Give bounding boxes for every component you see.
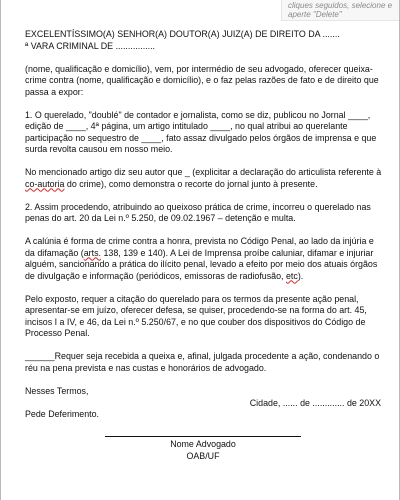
paragraph-request-receipt: ______Requer seja recebida a queixa e, afinal, julgada procedente a ação, condenando o réu na pena prevista e nas custas e honorários de advogado. (25, 351, 380, 373)
signature-oab: OAB/UF (186, 451, 220, 461)
document-body (25, 29, 383, 432)
heading-line-2: ª VARA CRIMINAL DE ................ (25, 40, 156, 51)
paragraph-qualification: (nome, qualificação e domicílio), vem, por intermédio de seu advogado, oferecer queixa-crime contra (nome, qualificação e domicílio), e o faz pelas razões de fato e de direito que passa a expor: (25, 63, 379, 97)
paragraph-calunia-b: 138, 139 e 140). A Lei de Imprensa proíbe caluniar, difamar e injuriar alguém, sancionando a prática do ilícito penal, levado a efeito por meio dos atuais órgãos de divulgação e informação (periódicos, emissoras de radiofusão, (25, 247, 378, 281)
paragraph-calunia-a: A calúnia é forma de crime contra a honra, prevista no Código Penal, ao lado da injúria e da difamação ( (25, 236, 374, 258)
paragraph-article-statement-b: do crime), como demonstra o recorte do jornal junto à presente. (64, 178, 318, 189)
paragraph-facts-1: 1. O querelado, "doublé" de contador e jornalista, como se diz, publicou no Jornal ____, edição de ____, 4ª página, um artigo intitulado ____, no qual atribui ao querelante participação no sequestro de ____, fato assaz divulgado pelos órgãos de imprensa e que surda revolta causou em nosso meio. (25, 109, 377, 154)
signature-name: Nome Advogado (170, 439, 236, 449)
spellcheck-word-co-autoria: co-autoria (25, 178, 65, 189)
signature-line (105, 436, 301, 437)
paragraph-request-citation: Pelo exposto, requer a citação do querelado para os termos da presente ação penal, apresentar-se em juízo, oferecer defesa, se quiser, procedendo-se na forma do art. 45, incisos I a IV, e 46, da Lei n.º 5.250/67, e no que couber dos dispositivos do Código de Processo Penal. (25, 293, 367, 338)
closing-deferment: Pede Deferimento. (25, 408, 99, 419)
date-line: Cidade, ...... de ............. de 20XX (249, 398, 381, 408)
paragraph-article-statement (25, 167, 383, 190)
heading (25, 29, 383, 52)
paragraph-article-statement-a: No mencionado artigo diz seu autor que _ (explicitar a declaração do articulista referente à (25, 167, 382, 177)
paragraph-calunia-c: ). (297, 270, 304, 281)
instruction-hint: cliques seguidos, selecione e aperte "Delete" (281, 0, 399, 21)
paragraph-calunia (25, 236, 383, 282)
heading-line-1: EXCELENTÍSSIMO(A) SENHOR(A) DOUTOR(A) JUIZ(A) DE DIREITO DA ....... (25, 29, 340, 39)
closing-terms: Nesses Termos, (25, 385, 89, 396)
spellcheck-word-arts: arts. (83, 247, 101, 258)
spellcheck-word-etc: etc (285, 270, 298, 281)
paragraph-facts-2: 2. Assim procedendo, atribuindo ao queixoso prática de crime, incorreu o querelado nas penas do art. 20 da Lei n.º 5.250, de 09.02.1967 – detenção e multa. (25, 201, 371, 223)
